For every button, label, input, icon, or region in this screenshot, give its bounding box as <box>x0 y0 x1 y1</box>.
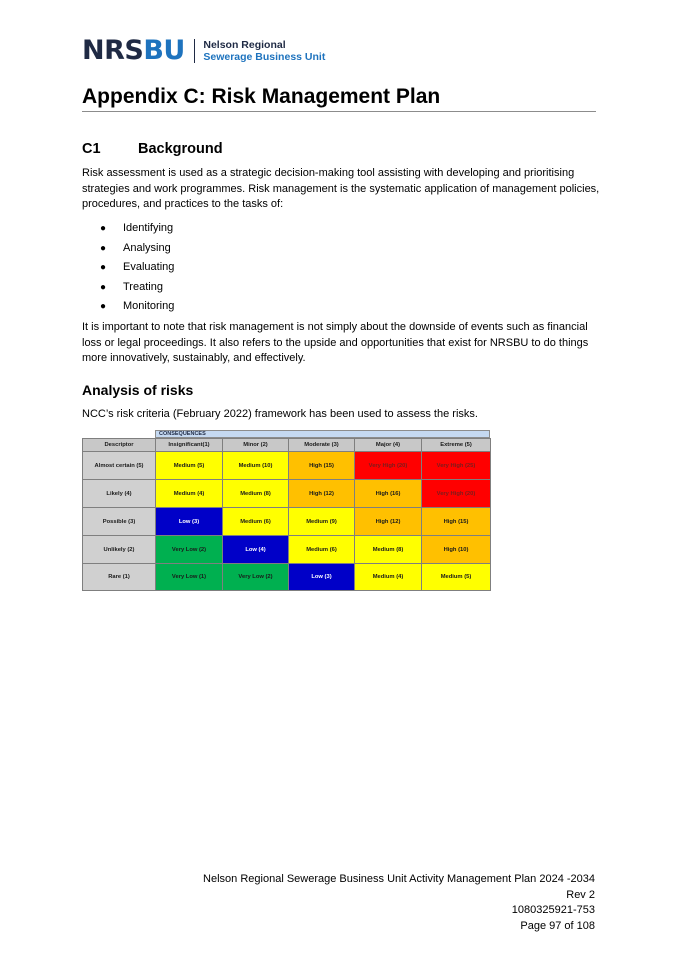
risk-rating-cell: Medium (8) <box>354 535 422 564</box>
footer-page-number: Page 97 of 108 <box>520 919 595 932</box>
footer-document-id: 1080325921-753 <box>511 904 595 916</box>
likelihood-row-header: Rare (1) <box>82 563 156 591</box>
risk-rating-cell: High (15) <box>288 451 355 480</box>
page-title: Appendix C: Risk Management Plan <box>82 85 441 108</box>
list-item-text: Treating <box>123 280 163 293</box>
likelihood-row-header: Unlikely (2) <box>82 535 156 564</box>
bullet-icon: ● <box>100 301 107 312</box>
risk-matrix-grid <box>82 438 490 590</box>
analysis-heading: Analysis of risks <box>82 382 194 398</box>
section-title: Background <box>138 141 223 157</box>
list-item <box>82 297 174 317</box>
bullet-icon: ● <box>100 262 107 273</box>
page-footer <box>203 872 595 934</box>
footer-document-title: Nelson Regional Sewerage Business Unit Activity Management Plan 2024 -2034 <box>203 873 595 885</box>
consequences-header: CONSEQUENCES <box>155 430 490 438</box>
risk-rating-cell: Very High (20) <box>354 451 422 480</box>
risk-rating-cell: Medium (4) <box>354 563 422 591</box>
risk-rating-cell: Medium (10) <box>222 451 289 480</box>
risk-rating-cell: High (16) <box>354 479 422 508</box>
list-item-text: Identifying <box>123 222 174 234</box>
likelihood-row-header: Possible (3) <box>82 507 156 536</box>
risk-matrix <box>82 430 490 592</box>
risk-rating-cell: Medium (5) <box>421 563 491 591</box>
logo-mark-nrs: NRS <box>82 35 144 66</box>
likelihood-row-header: Likely (4) <box>82 479 156 508</box>
risk-rating-cell: Medium (4) <box>155 479 223 508</box>
logo-line-2: Sewerage Business Unit <box>203 51 326 63</box>
consequence-column-header: Extreme (5) <box>421 438 491 452</box>
bullet-icon: ● <box>100 281 107 293</box>
risk-rating-cell: Medium (8) <box>222 479 289 508</box>
risk-rating-cell: Low (3) <box>155 507 223 536</box>
list-item-text: Analysing <box>123 241 171 254</box>
risk-rating-cell: High (15) <box>421 507 491 536</box>
list-item <box>82 278 174 298</box>
footer-revision: Rev 2 <box>566 888 595 901</box>
logo-mark <box>82 36 185 66</box>
list-item <box>82 258 174 278</box>
list-item-text: Evaluating <box>123 261 175 273</box>
risk-rating-cell: Low (3) <box>288 563 355 591</box>
nrsbu-logo <box>82 36 325 66</box>
risk-rating-cell: High (10) <box>421 535 491 564</box>
consequence-column-header: Minor (2) <box>222 438 289 452</box>
logo-text <box>203 39 325 63</box>
consequence-column-header: Moderate (3) <box>288 438 355 452</box>
bullet-icon: ● <box>100 242 107 254</box>
risk-rating-cell: Very High (25) <box>421 451 491 480</box>
risk-rating-cell: Medium (6) <box>288 535 355 564</box>
risk-rating-cell: High (12) <box>354 507 422 536</box>
title-divider <box>82 111 596 112</box>
risk-rating-cell: Very Low (2) <box>155 535 223 564</box>
descriptor-header: Descriptor <box>82 438 156 452</box>
logo-line-1: Nelson Regional <box>203 39 286 51</box>
likelihood-row-header: Almost certain (5) <box>82 451 156 480</box>
intro-paragraph: Risk assessment is used as a strategic decision-making tool assisting with developing and prioritising strategies and work programmes. Risk management is the systematic application of management policies, procedures, and practices to the tasks of: <box>82 167 600 210</box>
risk-rating-cell: Very Low (2) <box>222 563 289 591</box>
list-item <box>82 239 174 259</box>
risk-rating-cell: Medium (5) <box>155 451 223 480</box>
section-heading <box>82 140 223 158</box>
analysis-paragraph: NCC’s risk criteria (February 2022) framework has been used to assess the risks. <box>82 408 478 420</box>
risk-rating-cell: Very High (20) <box>421 479 491 508</box>
consequence-column-header: Major (4) <box>354 438 422 452</box>
closing-paragraph: It is important to note that risk management is not simply about the downside of events such as financial loss or legal proceedings. It also refers to the upside and opportunities that exist for NRSBU to do things more innovatively, sustainably, and effectively. <box>82 321 589 364</box>
risk-rating-cell: Medium (9) <box>288 507 355 536</box>
risk-rating-cell: Low (4) <box>222 535 289 564</box>
logo-divider <box>194 39 196 63</box>
task-list <box>82 219 174 317</box>
bullet-icon: ● <box>100 223 107 234</box>
section-number: C1 <box>82 141 101 157</box>
list-item-text: Monitoring <box>123 300 175 312</box>
risk-rating-cell: High (12) <box>288 479 355 508</box>
risk-rating-cell: Medium (6) <box>222 507 289 536</box>
list-item <box>82 219 174 239</box>
risk-rating-cell: Very Low (1) <box>155 563 223 591</box>
consequence-column-header: Insignificant(1) <box>155 438 223 452</box>
logo-mark-bu: BU <box>143 35 185 66</box>
